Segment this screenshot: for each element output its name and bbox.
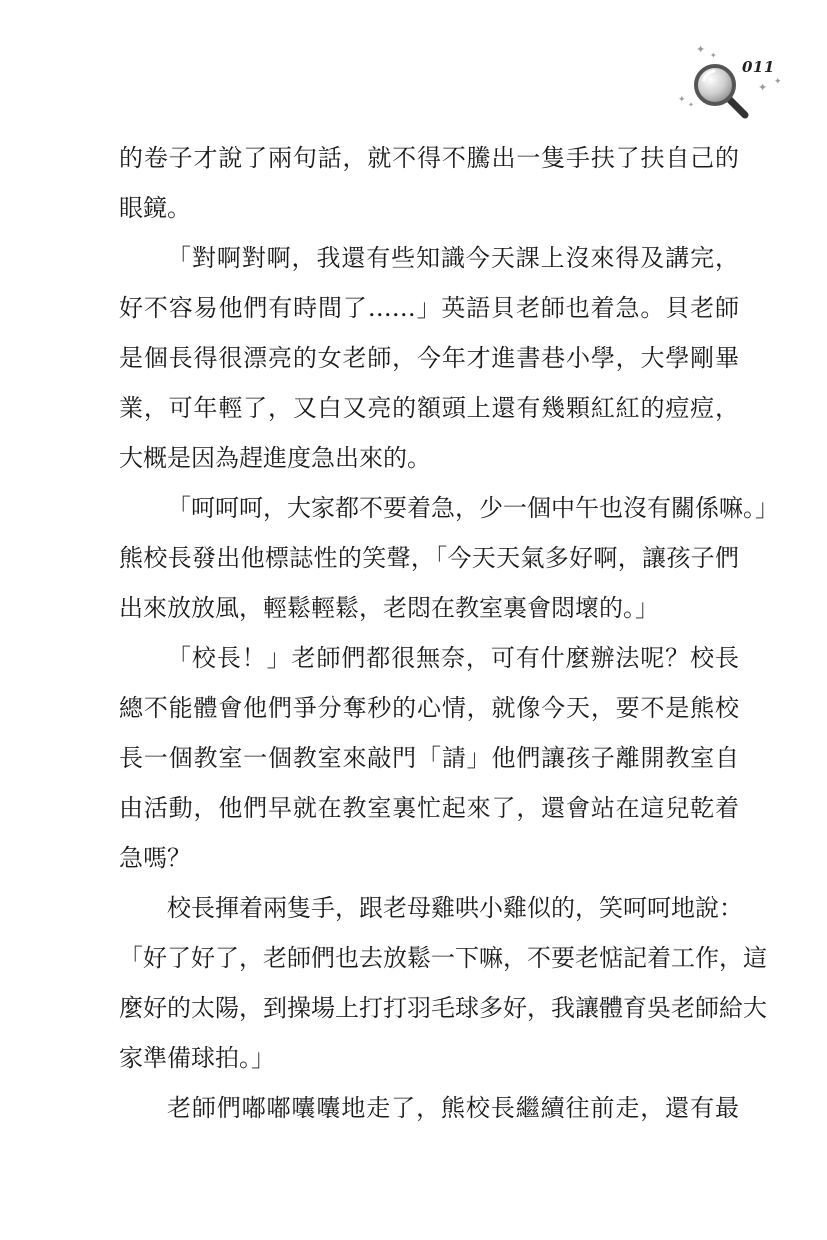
magnifying-glass-icon: [690, 60, 750, 120]
text-line: 是個長得很漂亮的女老師，今年才進書巷小學，大學剛畢: [119, 344, 739, 372]
text-line: 熊校長發出他標誌性的笑聲，「今天天氣多好啊，讓孩子們: [119, 544, 739, 572]
text-line: 家準備球拍。」: [119, 1044, 275, 1072]
sparkle-star-icon: ✦: [678, 95, 686, 105]
text-line: 麼好的太陽，到操場上打打羽毛球多好，我讓體育吳老師給大: [119, 994, 767, 1022]
text-line: 長一個教室一個教室來敲門「請」他們讓孩子離開教室自: [119, 744, 739, 772]
text-line: 急嗎？: [119, 844, 191, 872]
sparkle-star-icon: ✦: [758, 81, 768, 94]
sparkle-star-icon: ✦: [688, 101, 694, 109]
text-line: 「呵呵呵，大家都不要着急，少一個中午也沒有關係嘛。」: [167, 494, 779, 522]
page-number: 011: [742, 58, 775, 76]
sparkle-star-icon: ✦: [774, 77, 782, 87]
body-text: [119, 133, 779, 1133]
text-line: 由活動，他們早就在教室裏忙起來了，還會站在這兒乾着: [119, 794, 739, 822]
text-line: 大概是因為趕進度急出來的。: [119, 444, 431, 472]
text-line: 總不能體會他們爭分奪秒的心情，就像今天，要不是熊校: [119, 694, 739, 722]
text-line: 「校長！」老師們都很無奈，可有什麼辦法呢？校長: [167, 644, 739, 672]
text-line: 好不容易他們有時間了……」英語貝老師也着急。貝老師: [119, 294, 739, 322]
text-line: 「對啊對啊，我還有些知識今天課上沒來得及講完，: [167, 244, 739, 272]
page-header: [670, 38, 800, 128]
sparkle-star-icon: ✦: [710, 51, 717, 60]
sparkle-star-icon: ✦: [696, 43, 706, 56]
text-line: 的卷子才說了兩句話，就不得不騰出一隻手扶了扶自己的: [119, 144, 739, 172]
text-line: 校長揮着兩隻手，跟老母雞哄小雞似的，笑呵呵地說：: [167, 894, 743, 922]
text-line: 業，可年輕了，又白又亮的額頭上還有幾顆紅紅的痘痘，: [119, 394, 739, 422]
text-line: 「好了好了，老師們也去放鬆一下嘛，不要老惦記着工作，這: [119, 944, 767, 972]
text-line: 老師們嘟嘟囔囔地走了，熊校長繼續往前走，還有最: [167, 1094, 739, 1122]
text-line: 眼鏡。: [119, 194, 191, 222]
text-line: 出來放放風，輕鬆輕鬆，老悶在教室裏會悶壞的。」: [119, 594, 659, 622]
